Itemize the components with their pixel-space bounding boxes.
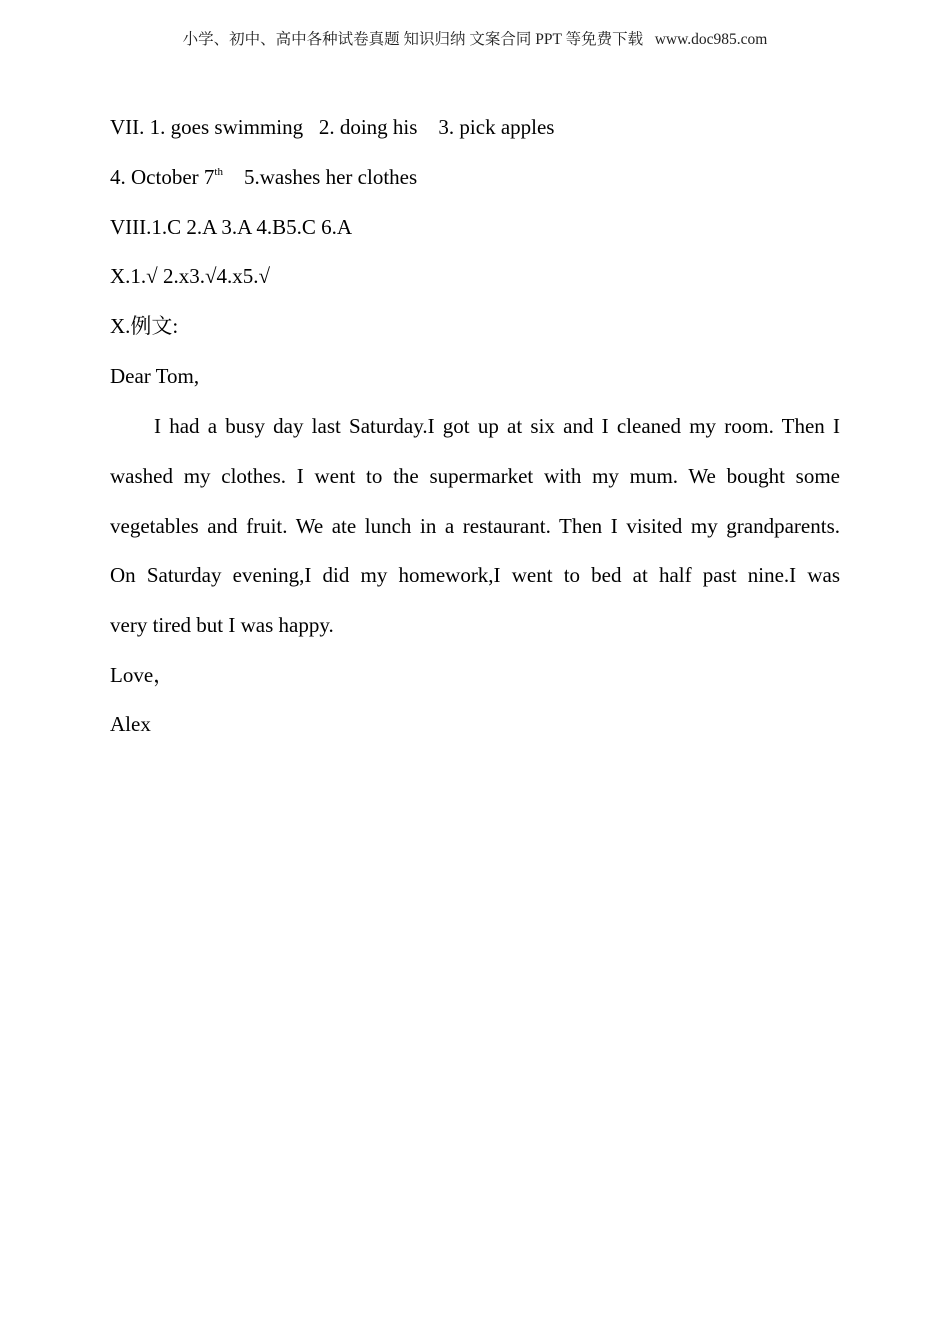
answer-remaining-text: 5.washes her clothes [222, 165, 418, 189]
answers-section-vii-continued [110, 163, 417, 191]
page-header: 小学、初中、高中各种试卷真题 知识归纳 文案合同 PPT 等免费下载 www.doc985.com [182, 31, 768, 48]
letter-body [110, 412, 840, 661]
letter-signature: Alex [110, 712, 151, 736]
ordinal-suffix: th [214, 166, 223, 178]
letter-body-line: very tired but I was happy. [110, 613, 334, 637]
answers-section-viii: VIII.1.C 2.A 3.A 4.B5.C 6.A [110, 215, 353, 239]
letter-body-line: I had a busy day last Saturday.I got up at six and I cleaned my room. Then I [154, 414, 840, 438]
essay-label: X.例文: [110, 314, 179, 338]
letter-closing: Love， [110, 663, 175, 687]
answers-section-vii: VII. 1. goes swimming 2. doing his 3. pick apples [110, 115, 555, 139]
letter-body-line: On Saturday evening,I did my homework,I went to bed at half past nine.I was [110, 563, 840, 588]
letter-body-line: vegetables and fruit. We ate lunch in a restaurant. Then I visited my grandparents. [110, 513, 840, 538]
answers-section-x: X.1.√ 2.x3.√4.x5.√ [110, 264, 270, 288]
letter-greeting: Dear Tom, [110, 364, 200, 388]
answer-date-text: 4. October 7 [110, 165, 215, 189]
letter-body-line: washed my clothes. I went to the supermarket with my mum. We bought some [110, 463, 840, 488]
